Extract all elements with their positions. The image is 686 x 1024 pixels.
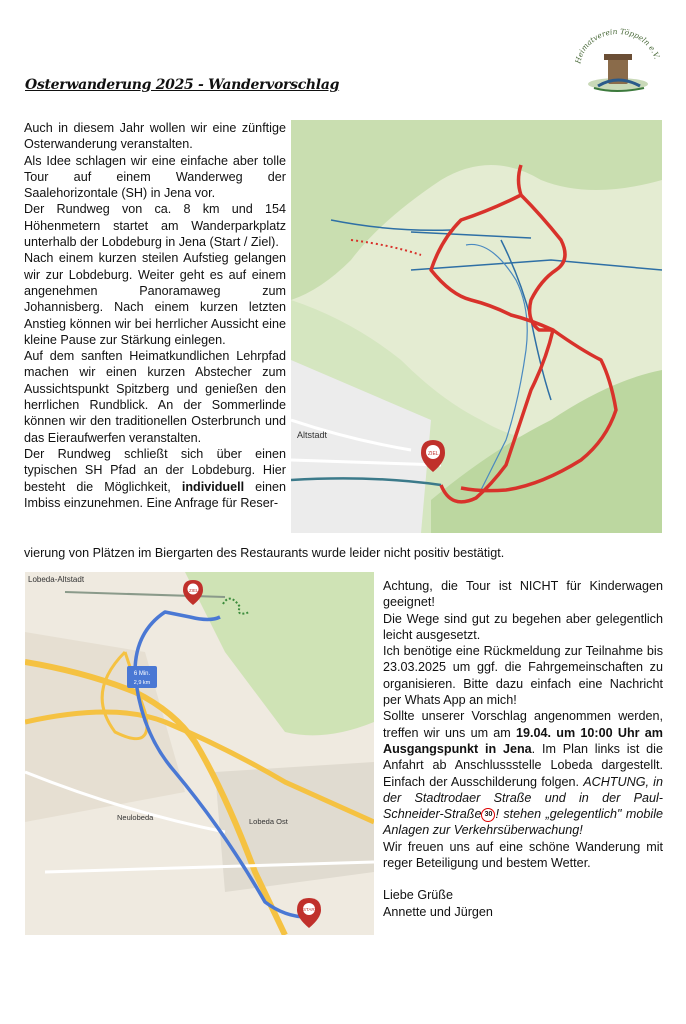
para-text: . Im Plan links ist die Anfahrt ab Anschlussstelle Lobeda dargestellt. Einfach der Ausschilderung folgen. bbox=[383, 741, 663, 789]
warning-text: ! stehen „gelegentlich" mobile Anlagen zur Verkehrsüberwachung! bbox=[383, 807, 663, 838]
map-place-label: Lobeda Ost bbox=[249, 817, 288, 826]
info-para-1: Achtung, die Tour ist NICHT für Kinderwagen geeignet! bbox=[383, 579, 663, 610]
route-distance: 2,9 km bbox=[133, 680, 151, 686]
intro-para-3: Der Rundweg von ca. 8 km und 154 Höhenmetern startet am Wanderparkplatz unterhalb der Lobdeburg in Jena (Start / Ziel). bbox=[24, 202, 286, 250]
map-place-label: Lobeda-Altstadt bbox=[28, 575, 85, 584]
info-text bbox=[383, 578, 663, 920]
logo-text: Heimatverein Töppeln e.V. bbox=[573, 28, 662, 65]
info-para-2: Die Wege sind gut zu begehen aber gelegentlich leicht ausgesetzt. bbox=[383, 611, 663, 642]
route-map bbox=[291, 120, 662, 533]
warning-text: ACHTUNG, in der Stadtrodaer Straße und in der Paul-Schneider-Straße bbox=[383, 774, 663, 822]
emphasis-text: individuell bbox=[181, 479, 245, 494]
intro-para-4: Nach einem kurzen steilen Aufstieg gelangen wir zur Lobdeburg. Weiter geht es auf einem angenehmen Panoramaweg zum Johannisberg. Nach einem kurzen letzten Anstieg können wir bei herrlicher Aussicht eine kleine Pause zur Stärkung einlegen. bbox=[24, 251, 286, 347]
finish-label: ZIEL bbox=[428, 451, 439, 457]
page-title: Osterwanderung 2025 - Wandervorschlag bbox=[25, 77, 340, 93]
greeting: Liebe Grüße bbox=[383, 888, 454, 903]
start-label: START bbox=[303, 907, 318, 912]
para-text: einen Imbiss einzunehmen. Eine Anfrage für Reser- bbox=[24, 479, 286, 510]
club-logo bbox=[566, 28, 666, 100]
intro-para-1: Auch in diesem Jahr wollen wir eine zünftige Osterwanderung veranstalten. bbox=[24, 121, 286, 152]
para-text: Sollte unserer Vorschlag angenommen werden, treffen wir uns um am bbox=[383, 709, 663, 740]
info-para-4 bbox=[383, 708, 663, 838]
map-place-label: Neulobeda bbox=[117, 813, 154, 822]
intro-para-2: Als Idee schlagen wir eine einfache aber tolle Tour auf einem Wanderweg der Saalehorizontale (SH) in Jena vor. bbox=[24, 153, 286, 201]
info-para-3: Ich benötige eine Rückmeldung zur Teilnahme bis 23.03.2025 um ggf. die Fahrgemeinschaften zu organisieren. Bitte dazu einfach eine Nachricht per Whats App an mich! bbox=[383, 644, 663, 708]
speed-sign-icon: 30 bbox=[481, 808, 495, 822]
intro-para-6 bbox=[24, 446, 286, 511]
intro-text bbox=[24, 120, 286, 511]
intro-para-5: Auf dem sanften Heimatkundlichen Lehrpfad machen wir einen kurzen Abstecher zum Aussichtspunkt Spitzberg und genießen den herrlichen Rundblick. An der Sommerlinde können wir den traditionellen Osterbrunch und das Eieraufwerfen veranstalten. bbox=[24, 349, 286, 445]
continuation-line: vierung von Plätzen im Biergarten des Restaurants wurde leider nicht positiv bestätigt. bbox=[24, 546, 505, 560]
route-time: 6 Min. bbox=[133, 671, 151, 677]
para-text: Der Rundweg schließt sich über einen typischen SH Pfad an der Lobdeburg. Hier besteht die Möglichkeit, bbox=[24, 446, 286, 494]
approach-map bbox=[25, 572, 374, 935]
meeting-time-text: 19.04. um 10:00 Uhr am Ausgangspunkt in Jena bbox=[383, 725, 663, 756]
map-place-label: Altstadt bbox=[297, 430, 328, 440]
info-para-5: Wir freuen uns auf eine schöne Wanderung mit reger Beteiligung und bestem Wetter. bbox=[383, 839, 663, 871]
finish-label: ZIEL bbox=[189, 588, 199, 593]
signature: Annette und Jürgen bbox=[383, 904, 493, 919]
